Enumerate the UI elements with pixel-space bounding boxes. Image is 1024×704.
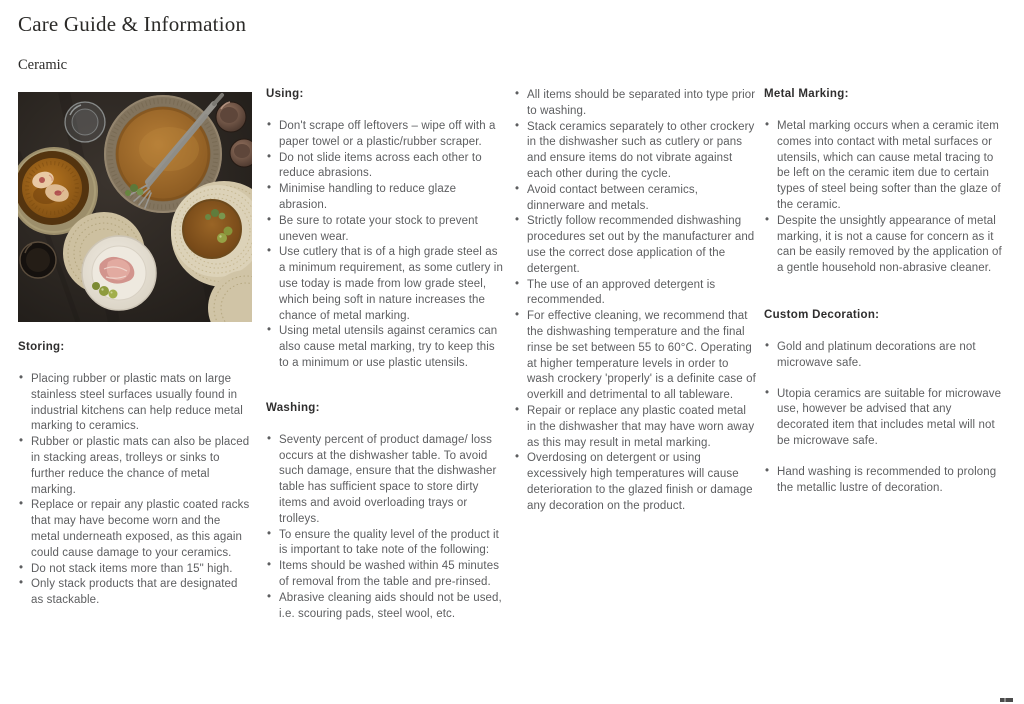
list-item: • Avoid contact between ceramics, dinnerware and metals. — [514, 183, 757, 215]
list-item: • Don't scrape off leftovers – wipe off with a paper towel or a plastic/rubber scraper. — [266, 119, 507, 151]
ceramic-tableware-photo — [18, 92, 252, 322]
list-item: • Overdosing on detergent or using excessively high temperatures will cause deterioration to the glazed finish or damage any decoration on the product. — [514, 451, 757, 514]
list-item: • Metal marking occurs when a ceramic item comes into contact with metal surfaces or utensils, which can cause metal tracing to be left on the ceramic item due to certain types of steel being softer than the glaze of the ceramic. — [764, 119, 1006, 214]
page-corner-mark — [1000, 698, 1013, 702]
list-item: • Rubber or plastic mats can also be placed in stacking areas, trolleys or sinks to further reduce the chance of metal marking. — [18, 435, 252, 498]
storing-heading: Storing: — [18, 341, 65, 353]
list-item: • Only stack products that are designated as stackable. — [18, 577, 252, 609]
custom-decoration-heading: Custom Decoration: — [764, 308, 880, 321]
list-item: • The use of an approved detergent is recommended. — [514, 278, 757, 310]
column-storing — [18, 88, 252, 609]
list-item: • Strictly follow recommended dishwashing procedures set out by the manufacturer and use the correct dose application of the detergent. — [514, 214, 757, 277]
list-item: • Do not stack items more than 15" high. — [18, 562, 252, 578]
espresso-cup — [20, 242, 56, 278]
list-item: • All items should be separated into type prior to washing. — [514, 88, 757, 120]
list-item: • Abrasive cleaning aids should not be used, i.e. scouring pads, steel wool, etc. — [266, 591, 507, 623]
column-washing-continued — [514, 88, 757, 515]
list-item: • Do not slide items across each other to reduce abrasions. — [266, 151, 507, 183]
washing-continued-list — [514, 88, 757, 515]
list-item: • Use cutlery that is of a high grade steel as a minimum requirement, as some cutlery in use today is made from low grade steel, which being soft in nature increases the chance of metal marking. — [266, 245, 507, 324]
column-using-washing — [266, 88, 507, 622]
metal-marking-list — [764, 119, 1006, 277]
list-item: • Minimise handling to reduce glaze abrasion. — [266, 182, 507, 214]
using-list — [266, 119, 507, 372]
column-metal-marking — [764, 88, 1006, 496]
list-item: • For effective cleaning, we recommend that the dishwashing temperature and the final rinse be set between 55 to 60°C. Operating at higher temperature levels in order to wash crockery 'properly' is a definite case of overkill and detrimental to all tableware. — [514, 309, 757, 404]
list-item: • Gold and platinum decorations are not microwave safe. — [764, 340, 1006, 372]
list-item: • Seventy percent of product damage/ loss occurs at the dishwasher table. To avoid such damage, ensure that the dishwasher table has sufficient space to store dirty items and avoid overloading trays or trolleys. — [266, 433, 507, 528]
washing-heading: Washing: — [266, 401, 320, 414]
list-item: • Repair or replace any plastic coated metal in the dishwasher that may have worn away as this may result in metal marking. — [514, 404, 757, 451]
washing-list — [266, 433, 507, 623]
list-item: • Replace or repair any plastic coated racks that may have become worn and the metal underneath exposed, as this again could cause damage to your ceramics. — [18, 498, 252, 561]
using-heading: Using: — [266, 88, 304, 100]
custom-decoration-list — [764, 340, 1006, 496]
storing-list — [18, 372, 252, 609]
list-item: • To ensure the quality level of the product it is important to take note of the following: — [266, 528, 507, 560]
list-item: • Be sure to rotate your stock to prevent uneven wear. — [266, 214, 507, 246]
list-item: • Placing rubber or plastic mats on large stainless steel surfaces usually found in industrial kitchens can help reduce metal marking to ceramics. — [18, 372, 252, 435]
list-item: • Despite the unsightly appearance of metal marking, it is not a cause for concern as it can be easily removed by the application of a gentle household non-abrasive cleaner. — [764, 214, 1006, 277]
page-title: Care Guide & Information — [18, 12, 247, 36]
page-subtitle: Ceramic — [18, 57, 68, 73]
glass-tumbler — [65, 102, 105, 142]
list-item: • Hand washing is recommended to prolong the metallic lustre of decoration. — [764, 465, 1006, 497]
list-item: • Utopia ceramics are suitable for microwave use, however be advised that any decorated item that includes metal will not be microwave safe. — [764, 387, 1006, 450]
list-item: • Items should be washed within 45 minutes of removal from the table and pre-rinsed. — [266, 559, 507, 591]
list-item: • Using metal utensils against ceramics can also cause metal marking, try to keep this to a minimum or use plastic utensils. — [266, 324, 507, 371]
list-item: • Stack ceramics separately to other crockery in the dishwasher such as cutlery or pans and ensure items do not vibrate against each other during the cycle. — [514, 120, 757, 183]
metal-marking-heading: Metal Marking: — [764, 88, 849, 100]
